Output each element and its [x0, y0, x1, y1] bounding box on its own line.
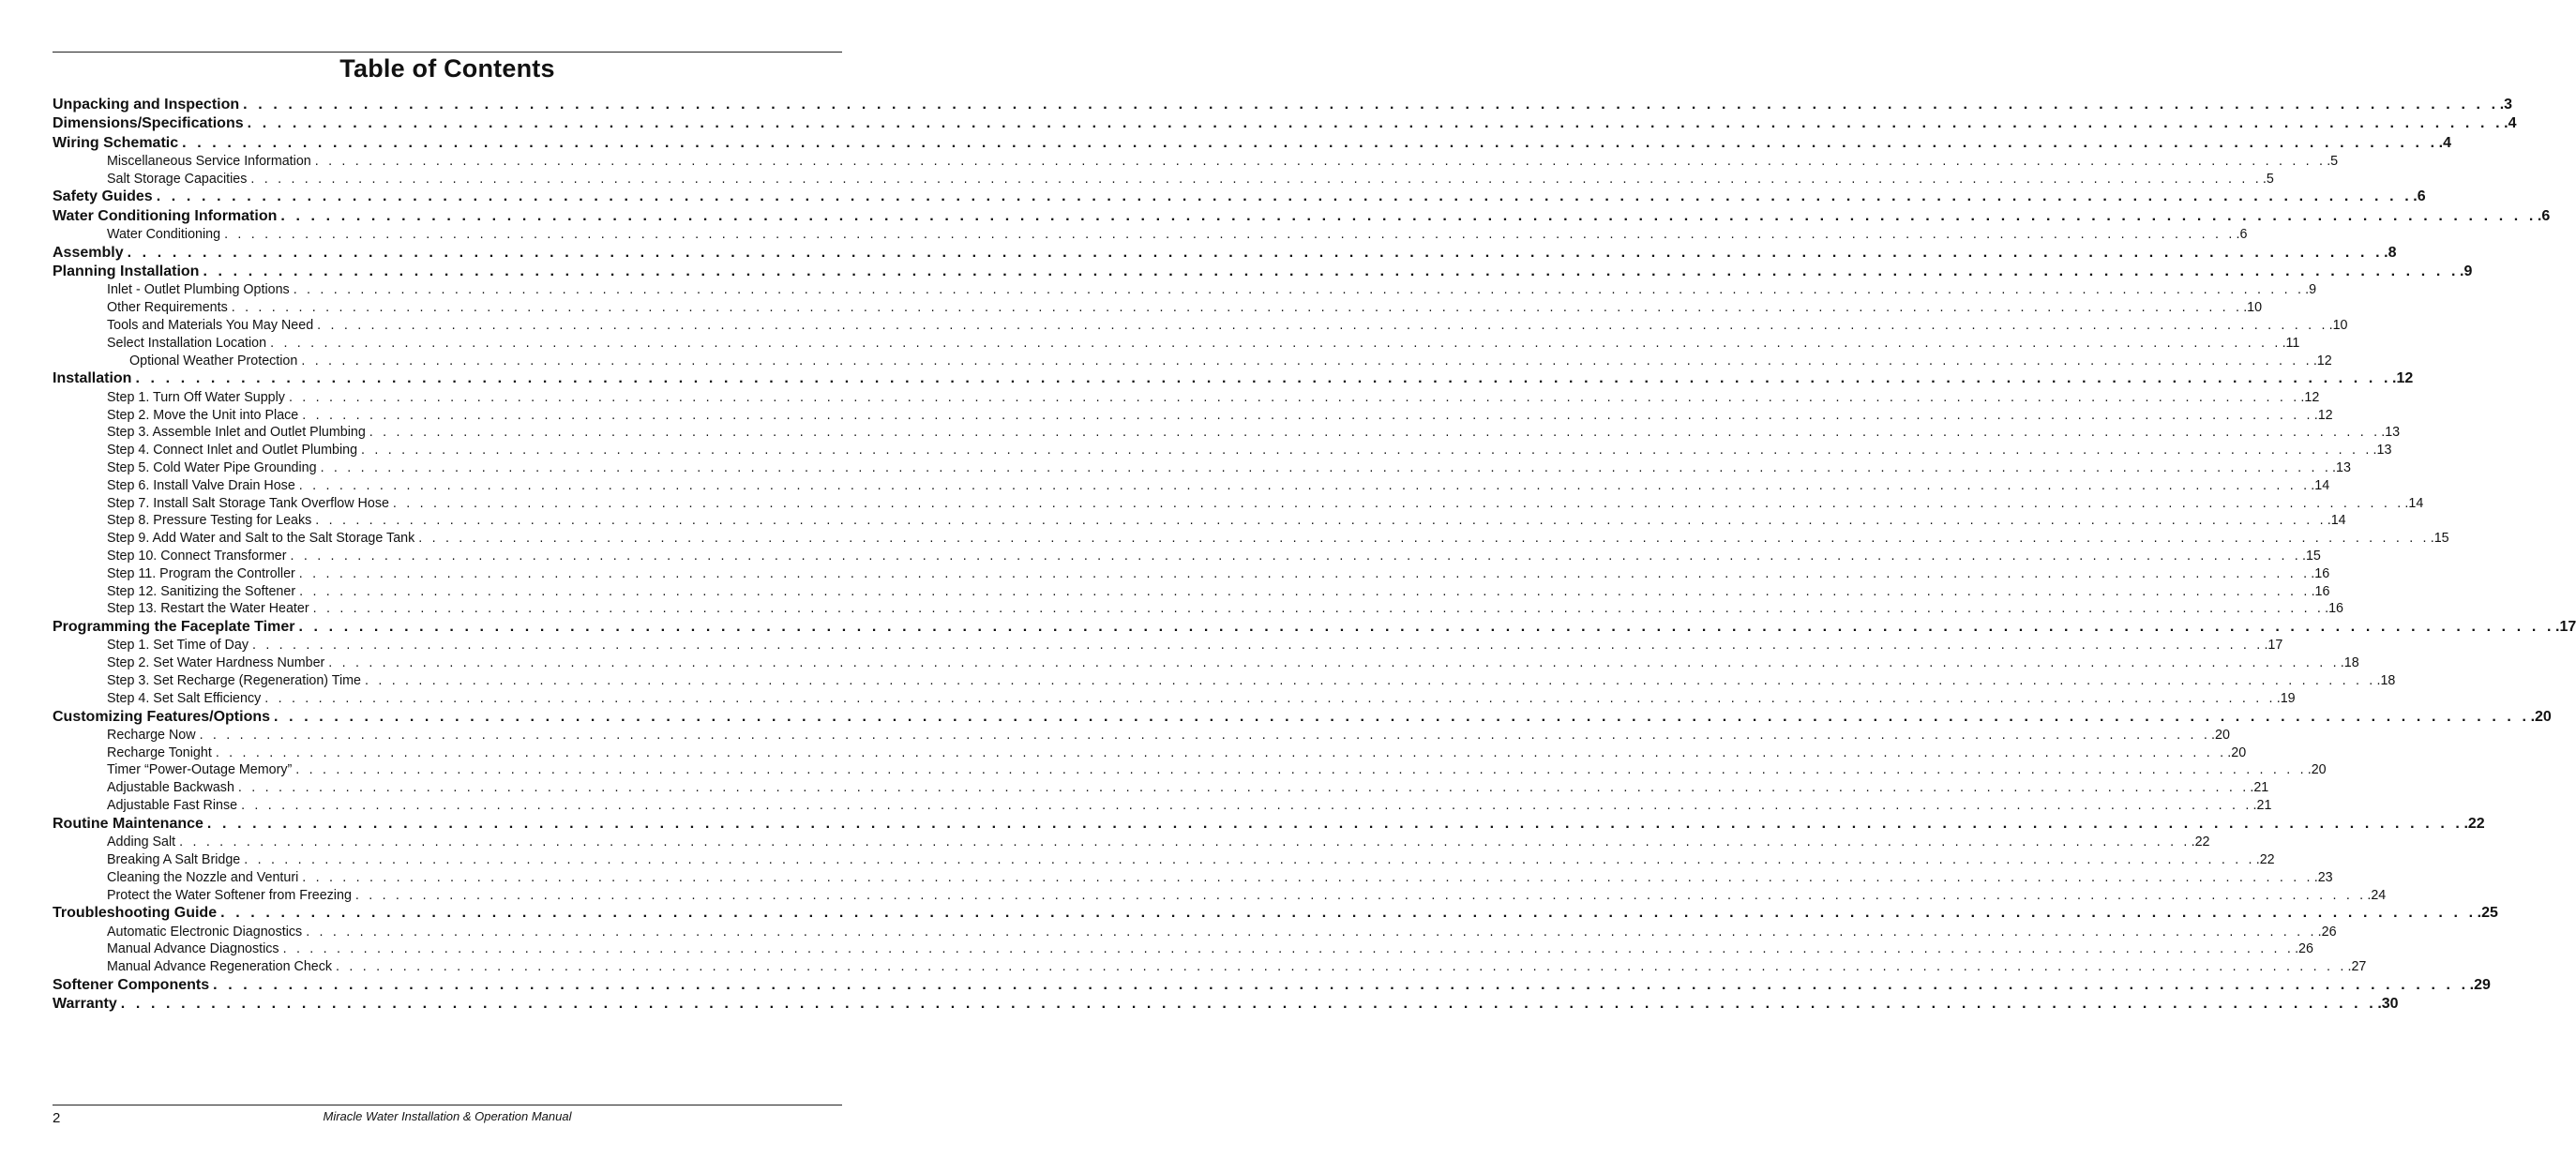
toc-entry-page: .4: [2438, 134, 2451, 151]
toc-entry-label: Adding Salt: [107, 835, 176, 850]
toc-dot-leader: . . . . . . . . . . . . . . . . . . . . . . . . . . . . . . . . . . . . . . . . . . . . . . . . . . . . . . . . . . . . . . . . . . . . . . . . . . . . . . . . . . . . . . . . . . . . . . . . . . . . . . . . . . . . . . . . . . . . . . . . . . . . . . . . . . . . . . . . . . . . . . . . . . . . . .: [369, 425, 2381, 441]
toc-dot-leader: . . . . . . . . . . . . . . . . . . . . . . . . . . . . . . . . . . . . . . . . . . . . . . . . . . . . . . . . . . . . . . . . . . . . . . . . . . . . . . . . . . . . . . . . . . . . . . . . . . . . . . . . . . . . . . . . . . . . . . . . . . . . . . . . . . . . . . . . . . . . . . . . . . . . . .: [354, 887, 2367, 903]
toc-dot-leader: . . . . . . . . . . . . . . . . . . . . . . . . . . . . . . . . . . . . . . . . . . . . . . . . . . . . . . . . . . . . . . . . . . . . . . . . . . . . . . . . . . . . . . . . . . . . . . . . . . . . . . . . . . . . . . . . . . . . . . . . . . . . . . . . . . . . . . . . . . . . . . . . . . . . . .: [213, 977, 2469, 994]
toc-entry-page: .30: [2377, 996, 2399, 1013]
toc-entry-page: .26: [2295, 941, 2313, 957]
toc-entry-page: .20: [2530, 708, 2552, 725]
toc-dot-leader: . . . . . . . . . . . . . . . . . . . . . . . . . . . . . . . . . . . . . . . . . . . . . . . . . . . . . . . . . . . . . . . . . . . . . . . . . . . . . . . . . . . . . . . . . . . . . . . . . . . . . . . . . . . . . . . . . . . . . . . . . . . . . . . . . . . . . . . . . . . . . . . . . . . . . .: [336, 959, 2347, 975]
toc-entry-label: Water Conditioning Information: [53, 207, 278, 224]
toc-subsection-entry[interactable]: [53, 835, 2210, 852]
toc-section-entry[interactable]: [53, 996, 2399, 1015]
toc-dot-leader: . . . . . . . . . . . . . . . . . . . . . . . . . . . . . . . . . . . . . . . . . . . . . . . . . . . . . . . . . . . . . . . . . . . . . . . . . . . . . . . . . . . . . . . . . . . . . . . . . . . . . . . . . . . . . . . . . . . . . . . . . . . . . . . . . . . . . . . . . . . . . . . . . . . . . .: [282, 941, 2295, 957]
toc-subsection-entry[interactable]: [53, 318, 2348, 336]
toc-entry-page: .22: [2191, 835, 2210, 850]
toc-subsection-entry[interactable]: [53, 300, 2263, 318]
toc-entry-page: .17: [2264, 638, 2283, 654]
toc-section-entry[interactable]: [53, 188, 2426, 207]
toc-dot-leader: . . . . . . . . . . . . . . . . . . . . . . . . . . . . . . . . . . . . . . . . . . . . . . . . . . . . . . . . . . . . . . . . . . . . . . . . . . . . . . . . . . . . . . . . . . . . . . . . . . . . . . . . . . . . . . . . . . . . . . . . . . . . . . . . . . . . . . . . . . . . . . . . . . . . . .: [135, 370, 2391, 387]
toc-entry-label: Step 10. Connect Transformer: [107, 548, 287, 564]
toc-dot-leader: . . . . . . . . . . . . . . . . . . . . . . . . . . . . . . . . . . . . . . . . . . . . . . . . . . . . . . . . . . . . . . . . . . . . . . . . . . . . . . . . . . . . . . . . . . . . . . . . . . . . . . . . . . . . . . . . . . . . . . . . . . . . . . . . . . . . . . . . . . . . . . . . . . . . . .: [182, 134, 2438, 151]
toc-entry-page: .6: [2537, 207, 2551, 224]
toc-entry-label: Step 12. Sanitizing the Softener: [107, 583, 296, 599]
toc-subsection-entry[interactable]: [53, 762, 2327, 780]
toc-section-entry[interactable]: [53, 134, 2451, 154]
toc-dot-leader: . . . . . . . . . . . . . . . . . . . . . . . . . . . . . . . . . . . . . . . . . . . . . . . . . . . . . . . . . . . . . . . . . . . . . . . . . . . . . . . . . . . . . . . . . . . . . . . . . . . . . . . . . . . . . . . . . . . . . . . . . . . . . . . . . . . . . . . . . . . . . . . . . . . . . .: [361, 443, 2373, 459]
table-of-contents: [53, 97, 2576, 1015]
toc-entry-page: .14: [2404, 495, 2424, 511]
toc-dot-leader: . . . . . . . . . . . . . . . . . . . . . . . . . . . . . . . . . . . . . . . . . . . . . . . . . . . . . . . . . . . . . . . . . . . . . . . . . . . . . . . . . . . . . . . . . . . . . . . . . . . . . . . . . . . . . . . . . . . . . . . . . . . . . . . . . . . . . . . . . . . . . . . . . . . . . .: [314, 153, 2327, 169]
toc-entry-page: .3: [2499, 97, 2513, 113]
toc-entry-label: Step 1. Set Time of Day: [107, 638, 249, 654]
toc-subsection-entry[interactable]: [53, 601, 2343, 619]
toc-dot-leader: . . . . . . . . . . . . . . . . . . . . . . . . . . . . . . . . . . . . . . . . . . . . . . . . . . . . . . . . . . . . . . . . . . . . . . . . . . . . . . . . . . . . . . . . . . . . . . . . . . . . . . . . . . . . . . . . . . . . . . . . . . . . . . . . . . . . . . . . . . . . . . . . . . . . . .: [244, 851, 2255, 867]
toc-entry-label: Protect the Water Softener from Freezing: [107, 887, 352, 903]
toc-entry-page: .12: [2313, 407, 2333, 423]
toc-entry-label: Step 5. Cold Water Pipe Grounding: [107, 459, 317, 475]
toc-dot-leader: . . . . . . . . . . . . . . . . . . . . . . . . . . . . . . . . . . . . . . . . . . . . . . . . . . . . . . . . . . . . . . . . . . . . . . . . . . . . . . . . . . . . . . . . . . . . . . . . . . . . . . . . . . . . . . . . . . . . . . . . . . . . . . . . . . . . . . . . . . . . . . . . . . . . . .: [301, 353, 2312, 368]
toc-subsection-entry[interactable]: [53, 531, 2449, 549]
toc-entry-page: .17: [2555, 619, 2576, 636]
toc-dot-leader: . . . . . . . . . . . . . . . . . . . . . . . . . . . . . . . . . . . . . . . . . . . . . . . . . . . . . . . . . . . . . . . . . . . . . . . . . . . . . . . . . . . . . . . . . . . . . . . . . . . . . . . . . . . . . . . . . . . . . . . . . . . . . . . . . . . . . . . . . . . . . . . . . . . . . .: [293, 282, 2305, 298]
toc-subsection-entry[interactable]: [53, 565, 2330, 584]
toc-entry-page: .29: [2469, 977, 2491, 994]
toc-dot-leader: . . . . . . . . . . . . . . . . . . . . . . . . . . . . . . . . . . . . . . . . . . . . . . . . . . . . . . . . . . . . . . . . . . . . . . . . . . . . . . . . . . . . . . . . . . . . . . . . . . . . . . . . . . . . . . . . . . . . . . . . . . . . . . . . . . . . . . . . . . . . . . . . . . . . . .: [270, 335, 2282, 351]
toc-dot-leader: . . . . . . . . . . . . . . . . . . . . . . . . . . . . . . . . . . . . . . . . . . . . . . . . . . . . . . . . . . . . . . . . . . . . . . . . . . . . . . . . . . . . . . . . . . . . . . . . . . . . . . . . . . . . . . . . . . . . . . . . . . . . . . . . . . . . . . . . . . . . . . . . . . . . . .: [320, 459, 2332, 475]
toc-entry-page: .20: [2227, 744, 2247, 760]
toc-entry-label: Step 3. Set Recharge (Regeneration) Time: [107, 673, 361, 688]
toc-subsection-entry[interactable]: [53, 153, 2339, 172]
toc-section-entry[interactable]: [53, 905, 2498, 924]
toc-entry-page: .8: [2384, 244, 2397, 261]
toc-subsection-entry[interactable]: [53, 583, 2330, 602]
toc-dot-leader: . . . . . . . . . . . . . . . . . . . . . . . . . . . . . . . . . . . . . . . . . . . . . . . . . . . . . . . . . . . . . . . . . . . . . . . . . . . . . . . . . . . . . . . . . . . . . . . . . . . . . . . . . . . . . . . . . . . . . . . . . . . . . . . . . . . . . . . . . . . . . . . . . . . . . .: [179, 835, 2191, 850]
toc-dot-leader: . . . . . . . . . . . . . . . . . . . . . . . . . . . . . . . . . . . . . . . . . . . . . . . . . . . . . . . . . . . . . . . . . . . . . . . . . . . . . . . . . . . . . . . . . . . . . . . . . . . . . . . . . . . . . . . . . . . . . . . . . . . . . . . . . . . . . . . . . . . . . . . . . . . . . .: [250, 171, 2262, 187]
toc-entry-page: .22: [2463, 815, 2485, 832]
toc-entry-page: .12: [2312, 353, 2332, 368]
toc-entry-label: Step 3. Assemble Inlet and Outlet Plumbing: [107, 425, 366, 441]
toc-entry-label: Wiring Schematic: [53, 134, 179, 151]
toc-subsection-entry[interactable]: [53, 851, 2275, 870]
toc-subsection-entry[interactable]: [53, 744, 2247, 763]
toc-entry-page: .19: [2276, 690, 2296, 706]
toc-entry-label: Planning Installation: [53, 263, 200, 280]
toc-entry-label: Breaking A Salt Bridge: [107, 851, 241, 867]
toc-entry-page: .14: [2327, 513, 2346, 529]
toc-dot-leader: . . . . . . . . . . . . . . . . . . . . . . . . . . . . . . . . . . . . . . . . . . . . . . . . . . . . . . . . . . . . . . . . . . . . . . . . . . . . . . . . . . . . . . . . . . . . . . . . . . . . . . . . . . . . . . . . . . . . . . . . . . . . . . . . . . . . . . . . . . . . . . . . . . . . . .: [199, 727, 2211, 743]
toc-entry-page: .27: [2347, 959, 2367, 975]
toc-entry-label: Step 8. Pressure Testing for Leaks: [107, 513, 312, 529]
toc-entry-label: Step 4. Connect Inlet and Outlet Plumbing: [107, 443, 358, 459]
toc-entry-page: .10: [2243, 300, 2263, 316]
toc-entry-label: Safety Guides: [53, 188, 153, 205]
toc-entry-page: .12: [2300, 389, 2320, 405]
toc-dot-leader: . . . . . . . . . . . . . . . . . . . . . . . . . . . . . . . . . . . . . . . . . . . . . . . . . . . . . . . . . . . . . . . . . . . . . . . . . . . . . . . . . . . . . . . . . . . . . . . . . . . . . . . . . . . . . . . . . . . . . . . . . . . . . . . . . . . . . . . . . . . . . . . . . . . . . .: [274, 708, 2530, 725]
toc-subsection-entry[interactable]: [53, 282, 2317, 300]
toc-dot-leader: . . . . . . . . . . . . . . . . . . . . . . . . . . . . . . . . . . . . . . . . . . . . . . . . . . . . . . . . . . . . . . . . . . . . . . . . . . . . . . . . . . . . . . . . . . . . . . . . . . . . . . . . . . . . . . . . . . . . . . . . . . . . . . . . . . . . . . . . . . . . . . . . . . . . . .: [328, 655, 2340, 671]
toc-section-entry[interactable]: [53, 115, 2517, 134]
toc-dot-leader: . . . . . . . . . . . . . . . . . . . . . . . . . . . . . . . . . . . . . . . . . . . . . . . . . . . . . . . . . . . . . . . . . . . . . . . . . . . . . . . . . . . . . . . . . . . . . . . . . . . . . . . . . . . . . . . . . . . . . . . . . . . . . . . . . . . . . . . . . . . . . . . . . . . . . .: [298, 565, 2311, 581]
toc-entry-label: Step 13. Restart the Water Heater: [107, 601, 309, 617]
toc-subsection-entry[interactable]: [53, 941, 2313, 959]
toc-entry-page: .9: [2305, 282, 2317, 298]
toc-section-entry[interactable]: [53, 977, 2491, 996]
toc-entry-page: .23: [2313, 869, 2333, 885]
toc-entry-page: .20: [2307, 762, 2327, 778]
toc-subsection-entry[interactable]: [53, 673, 2396, 691]
toc-entry-label: Installation: [53, 370, 132, 387]
toc-dot-leader: . . . . . . . . . . . . . . . . . . . . . . . . . . . . . . . . . . . . . . . . . . . . . . . . . . . . . . . . . . . . . . . . . . . . . . . . . . . . . . . . . . . . . . . . . . . . . . . . . . . . . . . . . . . . . . . . . . . . . . . . . . . . . . . . . . . . . . . . . . . . . . . . . . . . . .: [392, 495, 2404, 511]
toc-entry-page: .11: [2282, 335, 2300, 351]
toc-entry-page: .13: [2332, 459, 2351, 475]
toc-entry-page: .18: [2376, 673, 2396, 688]
toc-subsection-entry[interactable]: [53, 798, 2272, 816]
toc-subsection-entry[interactable]: [53, 477, 2330, 496]
toc-entry-label: Cleaning the Nozzle and Venturi: [107, 869, 299, 885]
toc-subsection-entry[interactable]: [53, 407, 2333, 426]
toc-entry-label: Automatic Electronic Diagnostics: [107, 924, 303, 940]
toc-subsection-entry[interactable]: [53, 690, 2296, 709]
toc-subsection-entry[interactable]: [53, 887, 2387, 906]
page-title: Table of Contents: [339, 54, 555, 83]
toc-entry-label: Select Installation Location: [107, 335, 267, 351]
toc-dot-leader: . . . . . . . . . . . . . . . . . . . . . . . . . . . . . . . . . . . . . . . . . . . . . . . . . . . . . . . . . . . . . . . . . . . . . . . . . . . . . . . . . . . . . . . . . . . . . . . . . . . . . . . . . . . . . . . . . . . . . . . . . . . . . . . . . . . . . . . . . . . . . . . . . . . . . .: [312, 601, 2325, 617]
top-rule: [53, 52, 842, 53]
toc-dot-leader: . . . . . . . . . . . . . . . . . . . . . . . . . . . . . . . . . . . . . . . . . . . . . . . . . . . . . . . . . . . . . . . . . . . . . . . . . . . . . . . . . . . . . . . . . . . . . . . . . . . . . . . . . . . . . . . . . . . . . . . . . . . . . . . . . . . . . . . . . . . . . . . . . . . . . .: [317, 318, 2328, 334]
toc-subsection-entry[interactable]: [53, 513, 2346, 531]
toc-dot-leader: . . . . . . . . . . . . . . . . . . . . . . . . . . . . . . . . . . . . . . . . . . . . . . . . . . . . . . . . . . . . . . . . . . . . . . . . . . . . . . . . . . . . . . . . . . . . . . . . . . . . . . . . . . . . . . . . . . . . . . . . . . . . . . . . . . . . . . . . . . . . . . . . . . . . . .: [264, 690, 2276, 706]
toc-dot-leader: . . . . . . . . . . . . . . . . . . . . . . . . . . . . . . . . . . . . . . . . . . . . . . . . . . . . . . . . . . . . . . . . . . . . . . . . . . . . . . . . . . . . . . . . . . . . . . . . . . . . . . . . . . . . . . . . . . . . . . . . . . . . . . . . . . . . . . . . . . . . . . . . . . . . . .: [280, 207, 2537, 224]
toc-dot-leader: . . . . . . . . . . . . . . . . . . . . . . . . . . . . . . . . . . . . . . . . . . . . . . . . . . . . . . . . . . . . . . . . . . . . . . . . . . . . . . . . . . . . . . . . . . . . . . . . . . . . . . . . . . . . . . . . . . . . . . . . . . . . . . . . . . . . . . . . . . . . . . . . . . . . . .: [302, 869, 2313, 885]
toc-dot-leader: . . . . . . . . . . . . . . . . . . . . . . . . . . . . . . . . . . . . . . . . . . . . . . . . . . . . . . . . . . . . . . . . . . . . . . . . . . . . . . . . . . . . . . . . . . . . . . . . . . . . . . . . . . . . . . . . . . . . . . . . . . . . . . . . . . . . . . . . . . . . . . . . . . . . . .: [203, 263, 2459, 280]
toc-dot-leader: . . . . . . . . . . . . . . . . . . . . . . . . . . . . . . . . . . . . . . . . . . . . . . . . . . . . . . . . . . . . . . . . . . . . . . . . . . . . . . . . . . . . . . . . . . . . . . . . . . . . . . . . . . . . . . . . . . . . . . . . . . . . . . . . . . . . . . . . . . . . . . . . . . . . . .: [231, 300, 2243, 316]
toc-entry-page: .12: [2392, 370, 2414, 387]
toc-entry-label: Recharge Tonight: [107, 744, 212, 760]
toc-dot-leader: . . . . . . . . . . . . . . . . . . . . . . . . . . . . . . . . . . . . . . . . . . . . . . . . . . . . . . . . . . . . . . . . . . . . . . . . . . . . . . . . . . . . . . . . . . . . . . . . . . . . . . . . . . . . . . . . . . . . . . . . . . . . . . . . . . . . . . . . . . . . . . . . . . . . . .: [215, 744, 2227, 760]
toc-subsection-entry[interactable]: [53, 780, 2269, 798]
toc-entry-label: Warranty: [53, 996, 117, 1013]
toc-entry-label: Customizing Features/Options: [53, 708, 271, 725]
toc-entry-page: .18: [2340, 655, 2359, 671]
toc-dot-leader: . . . . . . . . . . . . . . . . . . . . . . . . . . . . . . . . . . . . . . . . . . . . . . . . . . . . . . . . . . . . . . . . . . . . . . . . . . . . . . . . . . . . . . . . . . . . . . . . . . . . . . . . . . . . . . . . . . . . . . . . . . . . . . . . . . . . . . . . . . . . . . . . . . . . . .: [290, 548, 2301, 564]
toc-entry-label: Tools and Materials You May Need: [107, 318, 314, 334]
toc-entry-page: .13: [2381, 425, 2401, 441]
toc-entry-label: Step 7. Install Salt Storage Tank Overflow Hose: [107, 495, 389, 511]
toc-dot-leader: . . . . . . . . . . . . . . . . . . . . . . . . . . . . . . . . . . . . . . . . . . . . . . . . . . . . . . . . . . . . . . . . . . . . . . . . . . . . . . . . . . . . . . . . . . . . . . . . . . . . . . . . . . . . . . . . . . . . . . . . . . . . . . . . . . . . . . . . . . . . . . . . . . . . . .: [237, 780, 2250, 796]
toc-entry-page: .25: [2477, 905, 2498, 922]
toc-entry-page: .16: [2311, 565, 2330, 581]
toc-subsection-entry[interactable]: [53, 924, 2337, 942]
toc-dot-leader: . . . . . . . . . . . . . . . . . . . . . . . . . . . . . . . . . . . . . . . . . . . . . . . . . . . . . . . . . . . . . . . . . . . . . . . . . . . . . . . . . . . . . . . . . . . . . . . . . . . . . . . . . . . . . . . . . . . . . . . . . . . . . . . . . . . . . . . . . . . . . . . . . . . . . .: [251, 638, 2264, 654]
toc-entry-label: Routine Maintenance: [53, 815, 203, 832]
toc-entry-label: Unpacking and Inspection: [53, 97, 240, 113]
toc-subsection-entry[interactable]: [53, 389, 2320, 408]
toc-entry-label: Adjustable Backwash: [107, 780, 234, 796]
toc-section-entry[interactable]: [53, 97, 2513, 115]
toc-entry-label: Step 6. Install Valve Drain Hose: [107, 477, 295, 493]
toc-subsection-entry[interactable]: [53, 227, 2248, 245]
toc-entry-label: Troubleshooting Guide: [53, 905, 218, 922]
toc-entry-page: .20: [2211, 727, 2230, 743]
toc-entry-label: Salt Storage Capacities: [107, 171, 248, 187]
toc-entry-label: Step 2. Set Water Hardness Number: [107, 655, 325, 671]
toc-subsection-entry[interactable]: [53, 495, 2424, 514]
toc-entry-page: .22: [2255, 851, 2275, 867]
toc-subsection-entry[interactable]: [53, 869, 2333, 888]
toc-entry-label: Adjustable Fast Rinse: [107, 798, 238, 814]
toc-subsection-entry[interactable]: [53, 443, 2392, 460]
toc-subsection-entry[interactable]: [53, 548, 2321, 566]
toc-subsection-entry[interactable]: [53, 335, 2300, 353]
toc-dot-leader: . . . . . . . . . . . . . . . . . . . . . . . . . . . . . . . . . . . . . . . . . . . . . . . . . . . . . . . . . . . . . . . . . . . . . . . . . . . . . . . . . . . . . . . . . . . . . . . . . . . . . . . . . . . . . . . . . . . . . . . . . . . . . . . . . . . . . . . . . . . . . . . . . . . . . .: [315, 513, 2327, 529]
toc-entry-page: .26: [2317, 924, 2337, 940]
toc-section-entry[interactable]: [53, 815, 2485, 835]
toc-entry-page: .6: [2413, 188, 2426, 205]
toc-entry-page: .13: [2373, 443, 2392, 459]
toc-section-entry[interactable]: [53, 708, 2552, 728]
toc-entry-label: Assembly: [53, 244, 124, 261]
toc-entry-label: Step 4. Set Salt Efficiency: [107, 690, 262, 706]
toc-subsection-entry[interactable]: [53, 638, 2283, 655]
toc-section-entry[interactable]: [53, 244, 2397, 263]
toc-dot-leader: . . . . . . . . . . . . . . . . . . . . . . . . . . . . . . . . . . . . . . . . . . . . . . . . . . . . . . . . . . . . . . . . . . . . . . . . . . . . . . . . . . . . . . . . . . . . . . . . . . . . . . . . . . . . . . . . . . . . . . . . . . . . . . . . . . . . . . . . . . . . . . . . . . . . . .: [288, 389, 2300, 405]
toc-subsection-entry[interactable]: [53, 425, 2401, 443]
toc-entry-page: .14: [2311, 477, 2330, 493]
toc-dot-leader: . . . . . . . . . . . . . . . . . . . . . . . . . . . . . . . . . . . . . . . . . . . . . . . . . . . . . . . . . . . . . . . . . . . . . . . . . . . . . . . . . . . . . . . . . . . . . . . . . . . . . . . . . . . . . . . . . . . . . . . . . . . . . . . . . . . . . . . . . . . . . . . . . . . . . .: [224, 227, 2236, 243]
toc-subsection-entry[interactable]: [53, 655, 2359, 673]
toc-entry-page: .5: [2327, 153, 2339, 169]
toc-subsection-entry[interactable]: [53, 727, 2230, 745]
toc-entry-label: Manual Advance Diagnostics: [107, 941, 279, 957]
toc-entry-page: .10: [2328, 318, 2348, 334]
toc-entry-label: Step 9. Add Water and Salt to the Salt Storage Tank: [107, 531, 415, 547]
toc-entry-page: .21: [2250, 780, 2269, 796]
toc-section-entry[interactable]: [53, 370, 2414, 389]
toc-dot-leader: . . . . . . . . . . . . . . . . . . . . . . . . . . . . . . . . . . . . . . . . . . . . . . . . . . . . . . . . . . . . . . . . . . . . . . . . . . . . . . . . . . . . . . . . . . . . . . . . . . . . . . . . . . . . . . . . . . . . . . . . . . . . . . . . . . . . . . . . . . . . . . . . . . . . . .: [298, 477, 2311, 493]
toc-entry-label: Other Requirements: [107, 300, 228, 316]
toc-entry-page: .5: [2262, 171, 2274, 187]
toc-section-entry[interactable]: [53, 619, 2576, 638]
toc-entry-page: .4: [2504, 115, 2517, 132]
toc-entry-page: .16: [2311, 583, 2330, 599]
toc-subsection-entry[interactable]: [53, 171, 2274, 189]
toc-entry-label: Step 11. Program the Controller: [107, 565, 295, 581]
toc-entry-page: .6: [2236, 227, 2248, 243]
toc-dot-leader: . . . . . . . . . . . . . . . . . . . . . . . . . . . . . . . . . . . . . . . . . . . . . . . . . . . . . . . . . . . . . . . . . . . . . . . . . . . . . . . . . . . . . . . . . . . . . . . . . . . . . . . . . . . . . . . . . . . . . . . . . . . . . . . . . . . . . . . . . . . . . . . . . . . . . .: [418, 531, 2430, 547]
toc-dot-leader: . . . . . . . . . . . . . . . . . . . . . . . . . . . . . . . . . . . . . . . . . . . . . . . . . . . . . . . . . . . . . . . . . . . . . . . . . . . . . . . . . . . . . . . . . . . . . . . . . . . . . . . . . . . . . . . . . . . . . . . . . . . . . . . . . . . . . . . . . . . . . . . . . . . . . .: [306, 924, 2317, 940]
toc-entry-label: Programming the Faceplate Timer: [53, 619, 295, 636]
toc-entry-label: Softener Components: [53, 977, 210, 994]
toc-entry-label: Optional Weather Protection: [129, 353, 298, 368]
toc-entry-label: Step 2. Move the Unit into Place: [107, 407, 299, 423]
toc-entry-label: Inlet - Outlet Plumbing Options: [107, 282, 290, 298]
toc-dot-leader: . . . . . . . . . . . . . . . . . . . . . . . . . . . . . . . . . . . . . . . . . . . . . . . . . . . . . . . . . . . . . . . . . . . . . . . . . . . . . . . . . . . . . . . . . . . . . . . . . . . . . . . . . . . . . . . . . . . . . . . . . . . . . . . . . . . . . . . . . . . . . . . . . . . . . .: [298, 619, 2554, 636]
toc-dot-leader: . . . . . . . . . . . . . . . . . . . . . . . . . . . . . . . . . . . . . . . . . . . . . . . . . . . . . . . . . . . . . . . . . . . . . . . . . . . . . . . . . . . . . . . . . . . . . . . . . . . . . . . . . . . . . . . . . . . . . . . . . . . . . . . . . . . . . . . . . . . . . . . . . . . . . .: [206, 815, 2463, 832]
toc-entry-label: Timer “Power-Outage Memory”: [107, 762, 293, 778]
toc-entry-page: .15: [2430, 531, 2449, 547]
toc-entry-label: Recharge Now: [107, 727, 196, 743]
toc-subsection-entry[interactable]: [53, 459, 2351, 478]
toc-entry-page: .16: [2325, 601, 2343, 617]
toc-dot-leader: . . . . . . . . . . . . . . . . . . . . . . . . . . . . . . . . . . . . . . . . . . . . . . . . . . . . . . . . . . . . . . . . . . . . . . . . . . . . . . . . . . . . . . . . . . . . . . . . . . . . . . . . . . . . . . . . . . . . . . . . . . . . . . . . . . . . . . . . . . . . . . . . . . . . . .: [243, 97, 2499, 113]
toc-entry-label: Manual Advance Regeneration Check: [107, 959, 333, 975]
toc-dot-leader: . . . . . . . . . . . . . . . . . . . . . . . . . . . . . . . . . . . . . . . . . . . . . . . . . . . . . . . . . . . . . . . . . . . . . . . . . . . . . . . . . . . . . . . . . . . . . . . . . . . . . . . . . . . . . . . . . . . . . . . . . . . . . . . . . . . . . . . . . . . . . . . . . . . . . .: [156, 188, 2413, 205]
toc-subsection-entry[interactable]: [53, 353, 2332, 371]
toc-dot-leader: . . . . . . . . . . . . . . . . . . . . . . . . . . . . . . . . . . . . . . . . . . . . . . . . . . . . . . . . . . . . . . . . . . . . . . . . . . . . . . . . . . . . . . . . . . . . . . . . . . . . . . . . . . . . . . . . . . . . . . . . . . . . . . . . . . . . . . . . . . . . . . . . . . . . . .: [302, 407, 2313, 423]
toc-dot-leader: . . . . . . . . . . . . . . . . . . . . . . . . . . . . . . . . . . . . . . . . . . . . . . . . . . . . . . . . . . . . . . . . . . . . . . . . . . . . . . . . . . . . . . . . . . . . . . . . . . . . . . . . . . . . . . . . . . . . . . . . . . . . . . . . . . . . . . . . . . . . . . . . . . . . . .: [241, 798, 2252, 814]
toc-section-entry[interactable]: [53, 207, 2551, 227]
toc-entry-label: Miscellaneous Service Information: [107, 153, 311, 169]
toc-dot-leader: . . . . . . . . . . . . . . . . . . . . . . . . . . . . . . . . . . . . . . . . . . . . . . . . . . . . . . . . . . . . . . . . . . . . . . . . . . . . . . . . . . . . . . . . . . . . . . . . . . . . . . . . . . . . . . . . . . . . . . . . . . . . . . . . . . . . . . . . . . . . . . . . . . . . . .: [295, 762, 2307, 778]
toc-entry-label: Dimensions/Specifications: [53, 115, 244, 132]
toc-dot-leader: . . . . . . . . . . . . . . . . . . . . . . . . . . . . . . . . . . . . . . . . . . . . . . . . . . . . . . . . . . . . . . . . . . . . . . . . . . . . . . . . . . . . . . . . . . . . . . . . . . . . . . . . . . . . . . . . . . . . . . . . . . . . . . . . . . . . . . . . . . . . . . . . . . . . . .: [247, 115, 2504, 132]
toc-entry-label: Water Conditioning: [107, 227, 221, 243]
toc-subsection-entry[interactable]: [53, 959, 2367, 977]
toc-entry-label: Step 1. Turn Off Water Supply: [107, 389, 285, 405]
footer-manual-title: Miracle Water Installation & Operation Manual: [323, 1109, 572, 1123]
toc-dot-leader: . . . . . . . . . . . . . . . . . . . . . . . . . . . . . . . . . . . . . . . . . . . . . . . . . . . . . . . . . . . . . . . . . . . . . . . . . . . . . . . . . . . . . . . . . . . . . . . . . . . . . . . . . . . . . . . . . . . . . . . . . . . . . . . . . . . . . . . . . . . . . . . . . . . . . .: [120, 996, 2377, 1013]
toc-entry-page: .24: [2367, 887, 2387, 903]
toc-entry-page: .15: [2301, 548, 2321, 564]
toc-section-entry[interactable]: [53, 263, 2473, 282]
toc-dot-leader: . . . . . . . . . . . . . . . . . . . . . . . . . . . . . . . . . . . . . . . . . . . . . . . . . . . . . . . . . . . . . . . . . . . . . . . . . . . . . . . . . . . . . . . . . . . . . . . . . . . . . . . . . . . . . . . . . . . . . . . . . . . . . . . . . . . . . . . . . . . . . . . . . . . . . .: [299, 583, 2311, 599]
toc-entry-page: .9: [2460, 263, 2473, 280]
toc-entry-page: .21: [2252, 798, 2272, 814]
toc-dot-leader: . . . . . . . . . . . . . . . . . . . . . . . . . . . . . . . . . . . . . . . . . . . . . . . . . . . . . . . . . . . . . . . . . . . . . . . . . . . . . . . . . . . . . . . . . . . . . . . . . . . . . . . . . . . . . . . . . . . . . . . . . . . . . . . . . . . . . . . . . . . . . . . . . . . . . .: [127, 244, 2384, 261]
footer-page-number: 2: [53, 1110, 61, 1126]
toc-dot-leader: . . . . . . . . . . . . . . . . . . . . . . . . . . . . . . . . . . . . . . . . . . . . . . . . . . . . . . . . . . . . . . . . . . . . . . . . . . . . . . . . . . . . . . . . . . . . . . . . . . . . . . . . . . . . . . . . . . . . . . . . . . . . . . . . . . . . . . . . . . . . . . . . . . . . . .: [220, 905, 2477, 922]
toc-dot-leader: . . . . . . . . . . . . . . . . . . . . . . . . . . . . . . . . . . . . . . . . . . . . . . . . . . . . . . . . . . . . . . . . . . . . . . . . . . . . . . . . . . . . . . . . . . . . . . . . . . . . . . . . . . . . . . . . . . . . . . . . . . . . . . . . . . . . . . . . . . . . . . . . . . . . . .: [365, 673, 2376, 688]
